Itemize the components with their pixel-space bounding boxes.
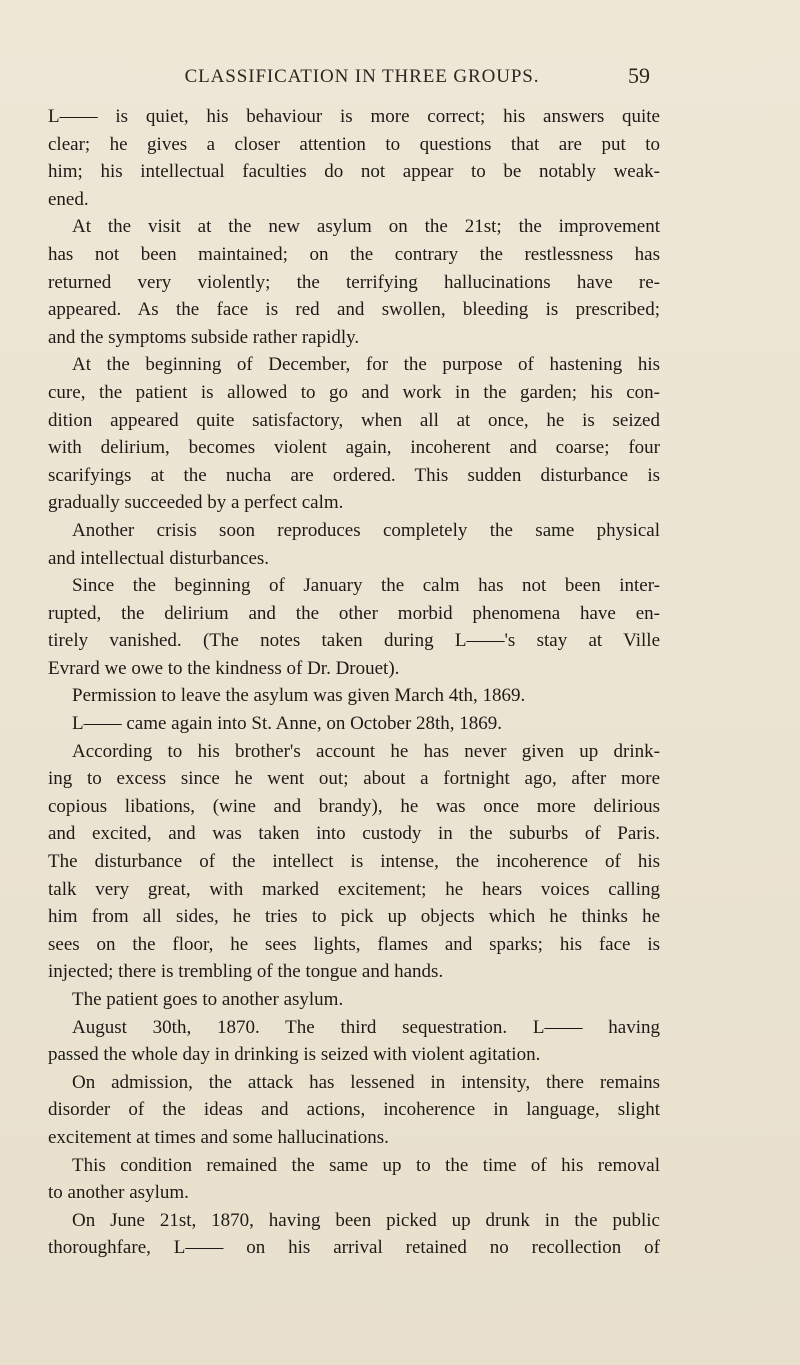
text-line: appeared. As the face is red and swollen, bleeding is prescribed;: [48, 299, 660, 321]
text-line: with delirium, becomes violent again, incoherent and coarse; four: [48, 437, 660, 459]
text-line: thoroughfare, L—— on his arrival retained no recollection of: [48, 1237, 660, 1259]
text-line: Permission to leave the asylum was given March 4th, 1869.: [72, 685, 526, 707]
running-head: CLASSIFICATION IN THREE GROUPS.: [184, 66, 540, 87]
text-line: L—— came again into St. Anne, on October 28th, 1869.: [72, 713, 503, 735]
body-text: [48, 103, 660, 1262]
text-line: On June 21st, 1870, having been picked up drunk in the public: [72, 1209, 660, 1231]
text-line: dition appeared quite satisfactory, when all at once, he is seized: [48, 409, 660, 431]
text-line: At the beginning of December, for the purpose of hastening his: [72, 354, 660, 376]
text-line: gradually succeeded by a perfect calm.: [48, 492, 344, 514]
text-line: him; his intellectual faculties do not appear to be notably weak-: [48, 161, 660, 183]
text-line: scarifyings at the nucha are ordered. This sudden disturbance is: [48, 464, 660, 486]
text-line: This condition remained the same up to the time of his removal: [72, 1154, 660, 1176]
text-line: According to his brother's account he has never given up drink-: [72, 740, 660, 762]
text-line: has not been maintained; on the contrary the restlessness has: [48, 243, 660, 265]
text-line: Another crisis soon reproduces completely the same physical: [72, 519, 660, 541]
text-line: sees on the floor, he sees lights, flames and sparks; his face is: [48, 933, 660, 955]
text-line: rupted, the delirium and the other morbid phenomena have en-: [48, 602, 660, 624]
text-line: disorder of the ideas and actions, incoherence in language, slight: [48, 1099, 660, 1121]
text-line: excitement at times and some hallucinations.: [48, 1126, 389, 1148]
text-line: returned very violently; the terrifying hallucinations have re-: [48, 271, 660, 293]
text-line: and intellectual disturbances.: [48, 547, 270, 569]
text-line: At the visit at the new asylum on the 21st; the improvement: [72, 216, 660, 238]
text-line: injected; there is trembling of the tongue and hands.: [48, 961, 444, 983]
text-line: Since the beginning of January the calm has not been inter-: [72, 575, 660, 597]
text-line: ened.: [48, 188, 89, 210]
text-line: to another asylum.: [48, 1182, 189, 1204]
text-line: L—— is quiet, his behaviour is more correct; his answers quite: [48, 106, 660, 127]
text-line: ing to excess since he went out; about a fortnight ago, after more: [48, 768, 660, 790]
text-line: and the symptoms subside rather rapidly.: [48, 326, 360, 348]
text-line: August 30th, 1870. The third sequestration. L—— having: [72, 1016, 660, 1038]
text-line: him from all sides, he tries to pick up objects which he thinks he: [48, 906, 660, 928]
text-line: Evrard we owe to the kindness of Dr. Drouet).: [48, 657, 400, 679]
text-line: passed the whole day in drinking is seized with violent agitation.: [48, 1044, 541, 1066]
text-line: On admission, the attack has lessened in intensity, there remains: [72, 1071, 660, 1093]
text-line: and excited, and was taken into custody in the suburbs of Paris.: [48, 823, 660, 845]
text-line: The patient goes to another asylum.: [72, 989, 344, 1010]
text-line: clear; he gives a closer attention to questions that are put to: [48, 133, 660, 155]
text-line: The disturbance of the intellect is intense, the incoherence of his: [48, 851, 660, 873]
text-line: cure, the patient is allowed to go and work in the garden; his con-: [48, 381, 660, 403]
text-line: tirely vanished. (The notes taken during L——'s stay at Ville: [48, 630, 660, 652]
text-line: copious libations, (wine and brandy), he was once more delirious: [48, 795, 660, 817]
page-number: 59: [628, 63, 650, 88]
text-line: talk very great, with marked excitement; he hears voices calling: [48, 878, 660, 900]
